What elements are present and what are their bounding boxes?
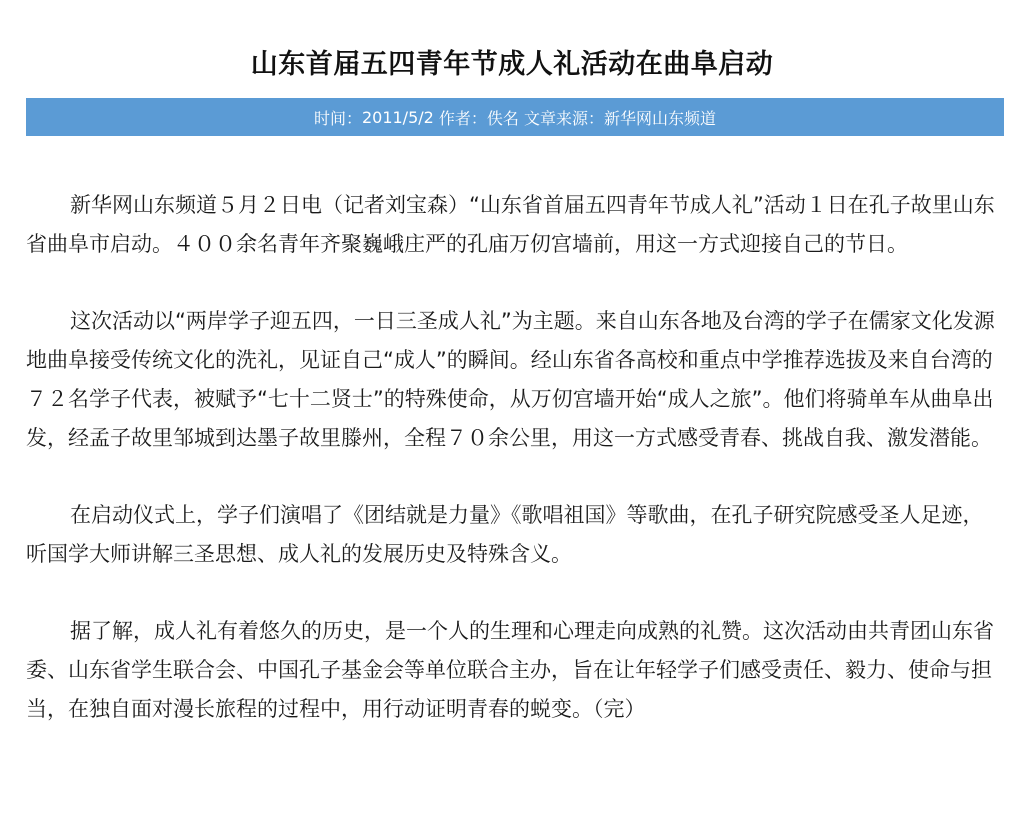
- article-paragraph-2: 这次活动以“两岸学子迎五四，一日三圣成人礼”为主题。来自山东各地及台湾的学子在儒家文化发源地曲阜接受传统文化的洗礼，见证自己“成人”的瞬间。经山东省各高校和重点中学推荐选拔及来自台湾的７２名学子代表，被赋予“七十二贤士”的特殊使命，从万仞宫墙开始“成人之旅”。他们将骑单车从曲阜出发，经孟子故里邹城到达墨子故里滕州，全程７０余公里，用这一方式感受青春、挑战自我、激发潜能。: [26, 309, 995, 450]
- meta-author: 佚名: [486, 108, 519, 128]
- meta-source-label: 文章来源：: [524, 108, 605, 128]
- article-meta-bar: [26, 98, 1004, 136]
- article-title: 山东首届五四青年节成人礼活动在曲阜启动: [250, 49, 774, 81]
- article-paragraph-3: 在启动仪式上，学子们演唱了《团结就是力量》《歌唱祖国》等歌曲，在孔子研究院感受圣人足迹，听国学大师讲解三圣思想、成人礼的发展历史及特殊含义。: [26, 503, 984, 566]
- article-body: [26, 186, 1004, 767]
- meta-time: 2011/5/2: [361, 107, 434, 127]
- meta-time-label: 时间：: [313, 108, 362, 128]
- meta-author-label: 作者：: [438, 108, 487, 128]
- meta-source: 新华网山东频道: [604, 108, 717, 128]
- article-paragraph-1: 新华网山东频道５月２日电（记者刘宝森）“山东省首届五四青年节成人礼”活动１日在孔子故里山东省曲阜市启动。４００余名青年齐聚巍峨庄严的孔庙万仞宫墙前，用这一方式迎接自己的节日。: [26, 193, 995, 256]
- article-paragraph-4: 据了解，成人礼有着悠久的历史，是一个人的生理和心理走向成熟的礼赞。这次活动由共青团山东省委、山东省学生联合会、中国孔子基金会等单位联合主办，旨在让年轻学子们感受责任、毅力、使命与担当，在独自面对漫长旅程的过程中，用行动证明青春的蜕变。（完）: [26, 619, 994, 721]
